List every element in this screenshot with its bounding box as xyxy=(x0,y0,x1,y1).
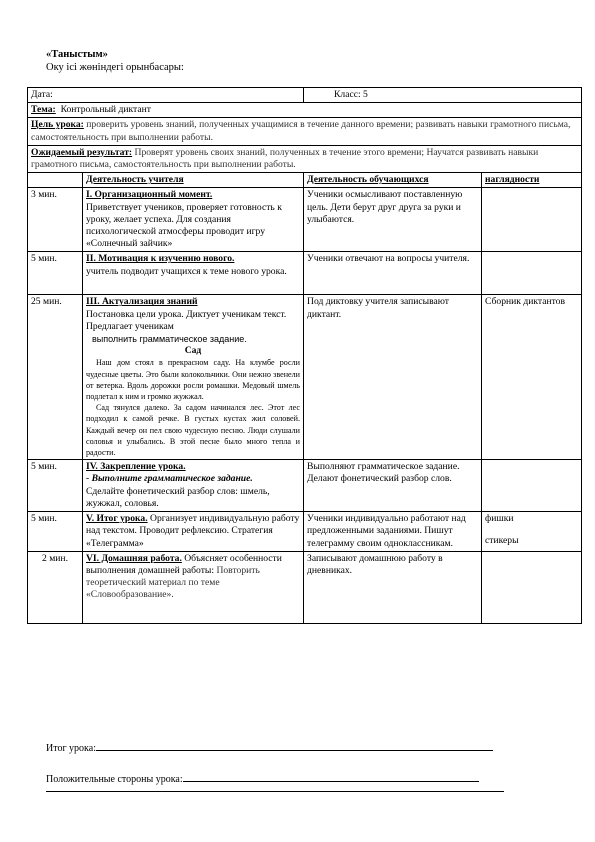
dictation-text: Наш дом стоял в прекрасном саду. На клумбе росли чудесные цветы. Это были колокольчики. Они нежно звенели от ветерка. Вдоль дорожки росли ромашки. Медовый шмель подлетал к ним и громко жужжал. Сад тянулся далеко. За садом начинался лес. Этот лес подходил к самой речке. В густых кустах жил соловей. Каждый вечер он пел свою чудесную песню. Люди слушали соловья и улыбались. В этой песне было много тепла и радости. xyxy=(86,358,301,458)
teacher-cell: I. Организационный момент. Приветствует учеников, проверяет готовность к уроку, желает успеха. Для создания психологической атмосферы проводит игру «Солнечный зайчик» xyxy=(83,188,304,252)
lesson-plan-table xyxy=(27,87,582,624)
date-row xyxy=(28,88,582,103)
result-cell: Ожидаемый результат: Проверят уровень своих знаний, полученных в течение этого времени; Научатся развивать навыки грамотного письма, самостоятельность при выполнении работы. xyxy=(28,145,582,172)
time-cell: 25 мин. xyxy=(28,295,83,460)
student-cell: Под диктовку учителя записывают диктант. xyxy=(304,295,482,460)
positive-aspects-line: Положительные стороны урока: xyxy=(46,771,479,785)
table-header-row xyxy=(28,173,582,188)
time-cell: 2 мин. xyxy=(28,551,83,623)
goal-row xyxy=(28,118,582,145)
table-row xyxy=(28,460,582,512)
student-cell: Ученики индивидуально работают над предложенными заданиями. Пишут телеграмму своим одноклассникам. xyxy=(304,512,482,552)
teacher-cell: III. Актуализация знаний Постановка цели урока. Диктует ученикам текст. Предлагает ученикам выполнить грамматическое задание. Сад Наш дом стоял в прекрасном саду. На клумбе росли чудесные цветы. Это были колокольчики. Они нежно звенели от ветерка. Вдоль дорожки росли ромашки. Медовый шмель подлетал к ним и громко жужжал. Сад тянулся далеко. За садом начинался лес. Этот лес подходил к самой речке. В густых кустах жил соловей. Каждый вечер он пел свою чудесную песню. Люди слушали соловья и улыбались. В этой песне было много тепла и радости. xyxy=(83,295,304,460)
visual-aids-header: наглядности xyxy=(482,173,582,188)
table-row xyxy=(28,188,582,252)
blank-line xyxy=(46,791,504,792)
teacher-cell: VI. Домашняя работа. Объясняет особенности выполнения домашней работы: Повторить теоретический материал по теме «Словообразование». xyxy=(83,551,304,623)
table-row xyxy=(28,295,582,460)
teacher-activity-header: Деятельность учителя xyxy=(83,173,304,188)
topic-cell: Тема: Контрольный диктант xyxy=(28,103,582,118)
time-cell: 3 мин. xyxy=(28,188,83,252)
class-cell: Класс: 5 xyxy=(304,88,582,103)
topic-row xyxy=(28,103,582,118)
approval-label: «Таныстым» xyxy=(46,49,108,60)
student-cell: Ученики отвечают на вопросы учителя. xyxy=(304,252,482,295)
visual-cell xyxy=(482,252,582,295)
visual-cell xyxy=(482,460,582,512)
visual-cell: фишки стикеры xyxy=(482,512,582,552)
visual-cell xyxy=(482,188,582,252)
dictation-title: Сад xyxy=(184,345,202,357)
visual-cell: Сборник диктантов xyxy=(482,295,582,460)
date-cell: Дата: xyxy=(28,88,304,103)
student-cell: Выполняют грамматическое задание. Делают фонетический разбор слов. xyxy=(304,460,482,512)
table-row xyxy=(28,252,582,295)
visual-cell xyxy=(482,551,582,623)
teacher-cell: II. Мотивация к изучению нового. учитель подводит учащихся к теме нового урока. xyxy=(83,252,304,295)
result-row xyxy=(28,145,582,172)
student-cell: Ученики осмысливают поставленную цель. Дети берут друг друга за руки и улыбаются. xyxy=(304,188,482,252)
student-activity-header: Деятельность обучающихся xyxy=(304,173,482,188)
teacher-cell: V. Итог урока. Организует индивидуальную работу над текстом. Проводит рефлексию. Стратегия «Телеграмма» xyxy=(83,512,304,552)
deputy-signature-label: Оку ісі жөніндегі орынбасары: xyxy=(46,62,184,73)
lesson-summary-line: Итог урока: xyxy=(46,740,493,754)
table-row xyxy=(28,512,582,552)
time-cell: 5 мин. xyxy=(28,512,83,552)
time-cell: 5 мин. xyxy=(28,460,83,512)
teacher-cell: IV. Закрепление урока. - Выполните грамматическое задание. Сделайте фонетический разбор слов: шмель, жужжал, соловья. xyxy=(83,460,304,512)
time-header xyxy=(28,173,83,188)
time-cell: 5 мин. xyxy=(28,252,83,295)
table-row xyxy=(28,551,582,623)
goal-cell: Цель урока: проверить уровень знаний, полученных учащимися в течение данного времени; развивать навыки грамотного письма, самостоятельность при выполнении работы. xyxy=(28,118,582,145)
student-cell: Записывают домашнюю работу в дневниках. xyxy=(304,551,482,623)
